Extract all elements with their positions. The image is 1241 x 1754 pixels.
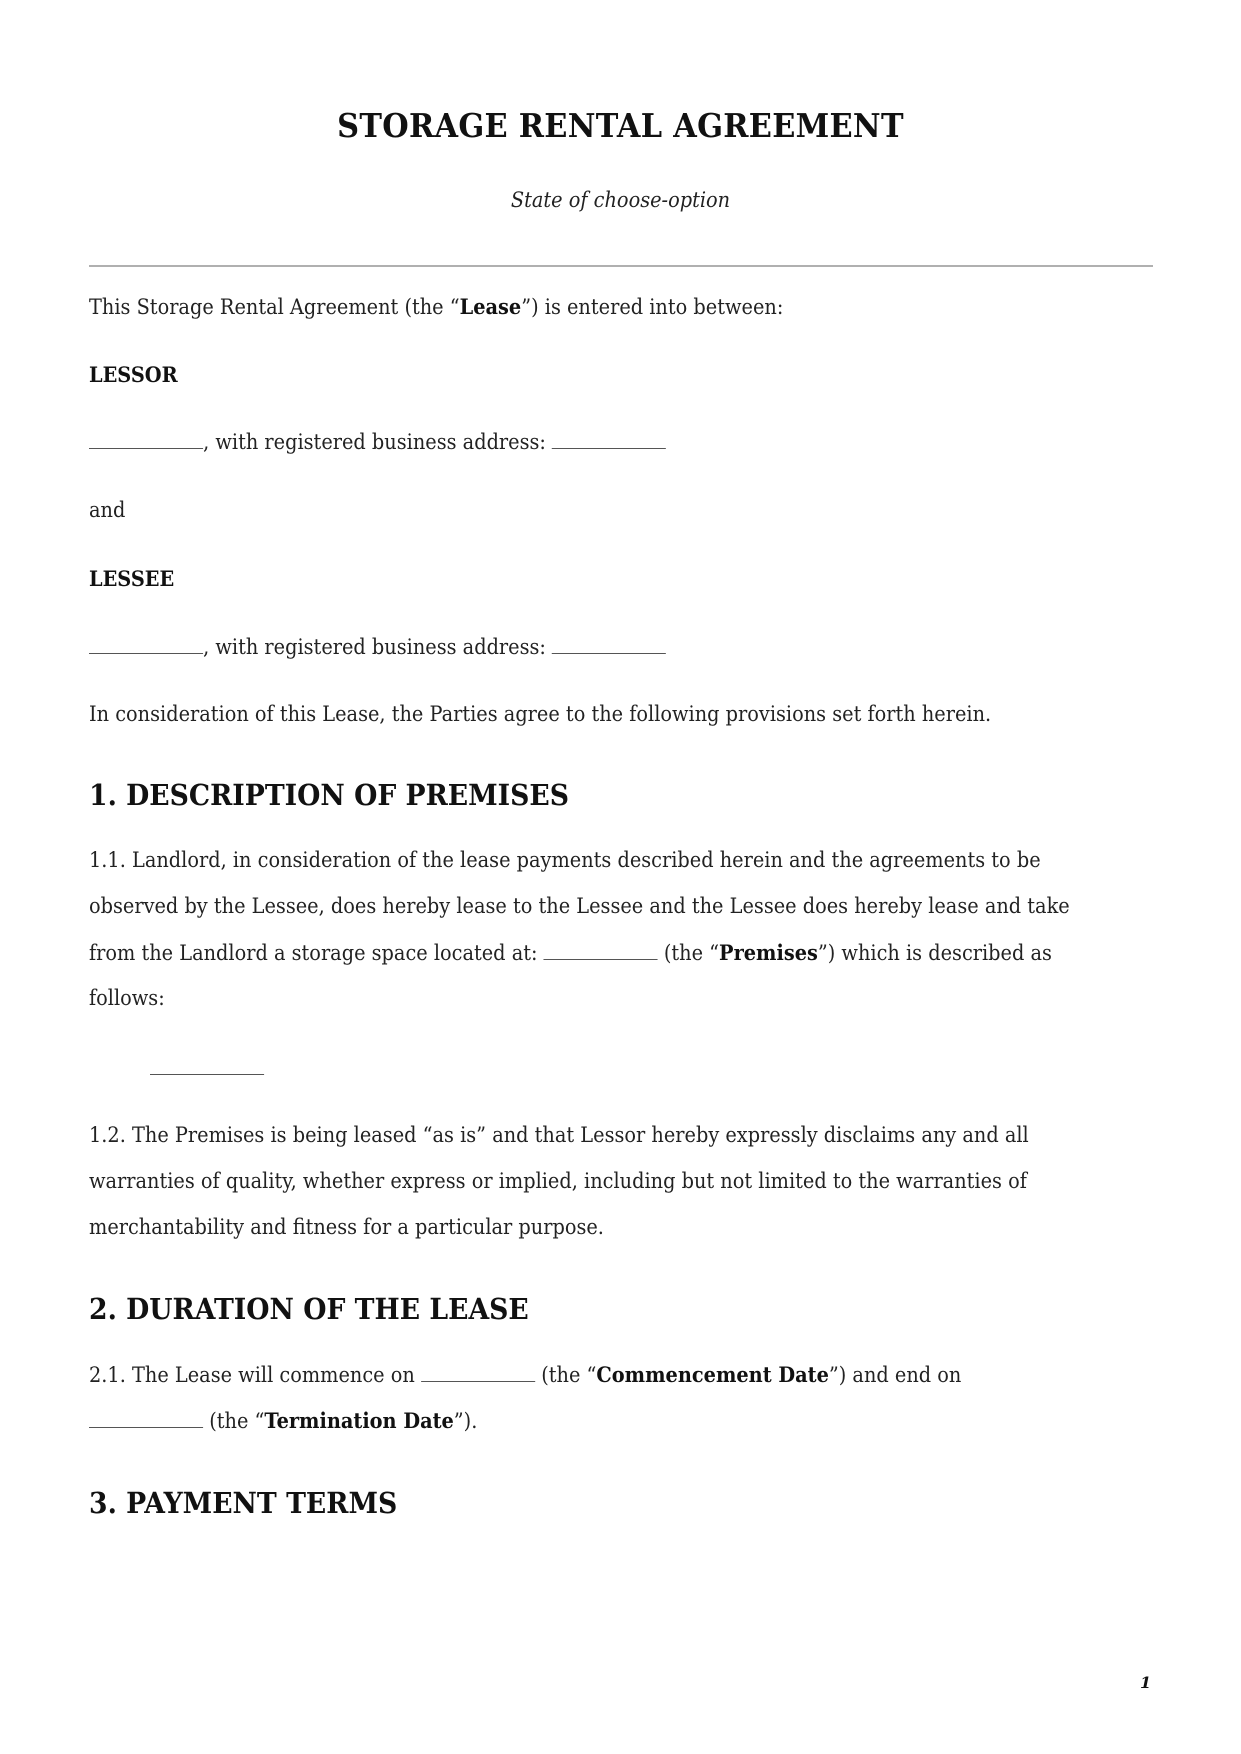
section-3-heading: 3. PAYMENT TERMS xyxy=(89,1486,398,1520)
lessor-line xyxy=(89,430,666,454)
document-title: STORAGE RENTAL AGREEMENT xyxy=(337,106,904,145)
lessor-address-blank[interactable] xyxy=(552,447,666,449)
lessor-address-text: , with registered business address: xyxy=(203,430,553,454)
commencement-date-blank[interactable] xyxy=(421,1380,535,1382)
page-number: 1 xyxy=(1140,1673,1152,1692)
clause-1-2-line-2: warranties of quality, whether express or implied, including but not limited to the warranties of xyxy=(89,1169,1027,1193)
title-divider xyxy=(89,265,1153,267)
clause-1-1-line-3 xyxy=(89,940,1052,965)
clause-1-1-suffix: ”) which is described as xyxy=(817,941,1052,965)
clause-2-1-line-1 xyxy=(89,1362,961,1387)
clause-1-1-mid: (the “ xyxy=(657,941,720,965)
consideration-paragraph: In consideration of this Lease, the Parties agree to the following provisions set forth herein. xyxy=(89,702,992,726)
clause-1-1-prefix: from the Landlord a storage space located at: xyxy=(89,941,544,965)
lessee-label: LESSEE xyxy=(89,566,175,591)
clause-2-1-mid: (the “ xyxy=(535,1363,597,1387)
premises-description-blank[interactable] xyxy=(150,1073,264,1075)
section-2-heading: 2. DURATION OF THE LEASE xyxy=(89,1292,529,1326)
clause-2-1-line2-suffix: ”). xyxy=(453,1409,478,1433)
clause-1-1-line-4: follows: xyxy=(89,986,165,1010)
lessee-line xyxy=(89,635,666,659)
premises-location-blank[interactable] xyxy=(544,958,658,960)
lessee-address-blank[interactable] xyxy=(552,652,666,654)
termination-date-blank[interactable] xyxy=(89,1426,203,1428)
clause-2-1-line-2 xyxy=(89,1408,477,1433)
term-premises: Premises xyxy=(719,940,818,965)
document-subtitle: State of choose-option xyxy=(510,188,731,212)
lessee-name-blank[interactable] xyxy=(89,652,203,654)
intro-suffix: ”) is entered into between: xyxy=(521,295,784,319)
clause-1-2-line-1: 1.2. The Premises is being leased “as is” and that Lessor hereby expressly disclaims any and all xyxy=(89,1123,1029,1147)
term-commencement-date: Commencement Date xyxy=(596,1362,829,1387)
premises-description-line xyxy=(150,1056,264,1080)
clause-1-1-line-2: observed by the Lessee, does hereby lease to the Lessee and the Lessee does hereby lease and take xyxy=(89,894,1070,918)
and-text: and xyxy=(89,498,126,522)
term-termination-date: Termination Date xyxy=(264,1408,454,1433)
lessor-label: LESSOR xyxy=(89,362,178,387)
lessor-name-blank[interactable] xyxy=(89,447,203,449)
clause-2-1-prefix: 2.1. The Lease will commence on xyxy=(89,1363,421,1387)
clause-2-1-line2-mid: (the “ xyxy=(203,1409,265,1433)
clause-1-1-line-1: 1.1. Landlord, in consideration of the lease payments described herein and the agreements to be xyxy=(89,848,1041,872)
section-1-heading: 1. DESCRIPTION OF PREMISES xyxy=(89,778,570,812)
lessee-address-text: , with registered business address: xyxy=(203,635,553,659)
clause-1-2-line-3: merchantability and fitness for a particular purpose. xyxy=(89,1215,604,1239)
intro-term-lease: Lease xyxy=(459,294,522,319)
clause-2-1-suffix: ”) and end on xyxy=(828,1363,962,1387)
intro-paragraph xyxy=(89,294,783,319)
intro-prefix: This Storage Rental Agreement (the “ xyxy=(89,295,460,319)
